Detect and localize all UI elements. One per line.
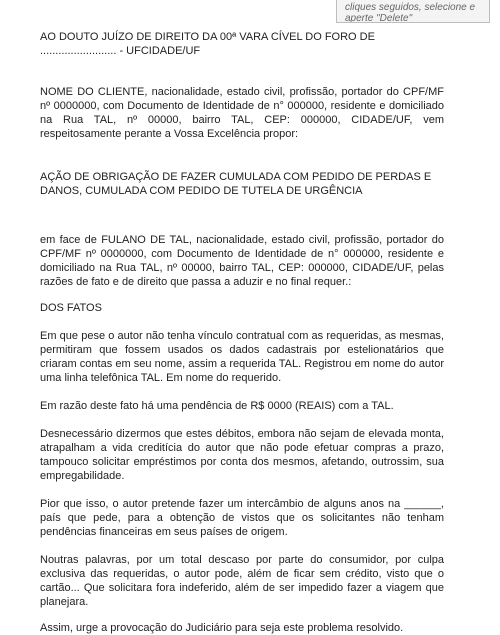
facts-paragraph: Desnecessário dizermos que estes débitos, embora não sejam de elevada monta, atrapalham a vida creditícia do autor que não pode efetuar compras a prazo, tampouco solicitar empréstimos por conta dos mesmos, afetando, outrossim, sua empregabilidade. xyxy=(40,428,444,482)
document-heading: AO DOUTO JUÍZO DE DIREITO DA 00ª VARA CÍVEL DO FORO DE ......................... - UFCIDADE/UF xyxy=(40,31,375,57)
action-title: AÇÃO DE OBRIGAÇÃO DE FAZER CUMULADA COM PEDIDO DE PERDAS E DANOS, CUMULADA COM PEDIDO DE TUTELA DE URGÊNCIA xyxy=(40,171,432,197)
facts-paragraph: Em que pese o autor não tenha vínculo contratual com as requeridas, as mesmas, permitiram que fossem usados os dados cadastrais por estelionatários que criaram contas em seu nome, assim a requerida TAL. Registrou em nome do autor uma linha telefônica TAL. Em nome do requerido. xyxy=(40,330,444,384)
facts-heading: DOS FATOS xyxy=(40,302,102,314)
help-tooltip xyxy=(336,0,490,23)
facts-paragraph: Noutras palavras, por um total descaso por parte do consumidor, por culpa exclusiva das requeridas, o autor pode, além de ficar sem crédito, visto que o cartão... Que solicitara fora indeferido, além de ser impedido fazer a viagem que planejara. xyxy=(40,554,444,608)
plaintiff-qualification: NOME DO CLIENTE, nacionalidade, estado civil, profissão, portador do CPF/MF nº 0000000, com Documento de Identidade de n° 000000, residente e domiciliado na Rua TAL, nº 00000, bairro TAL, CEP: 000000, CIDADE/UF, vem respeitosamente perante a Vossa Excelência propor: xyxy=(40,86,444,140)
facts-paragraph: Em razão deste fato há uma pendência de R$ 0000 (REAIS) com a TAL. xyxy=(40,400,394,412)
tooltip-text: cliques seguidos, selecione e aperte "Delete" xyxy=(345,2,476,23)
facts-paragraph: Pior que isso, o autor pretende fazer um intercâmbio de alguns anos na ______, país que pede, para a obtenção de vistos que os solicitantes não tenham pendências financeiras em seus países de origem. xyxy=(40,498,444,538)
facts-paragraph: Assim, urge a provocação do Judiciário para seja este problema resolvido. xyxy=(40,622,404,634)
defendant-qualification: em face de FULANO DE TAL, nacionalidade, estado civil, profissão, portador do CPF/MF nº 0000000, com Documento de Identidade de n° 000000, residente e domiciliado na Rua TAL, nº 00000, bairro TAL, CEP: 000000, CIDADE/UF, pelas razões de fato e de direito que passa a aduzir e no final requer.: xyxy=(40,234,444,288)
document-body xyxy=(40,30,444,635)
